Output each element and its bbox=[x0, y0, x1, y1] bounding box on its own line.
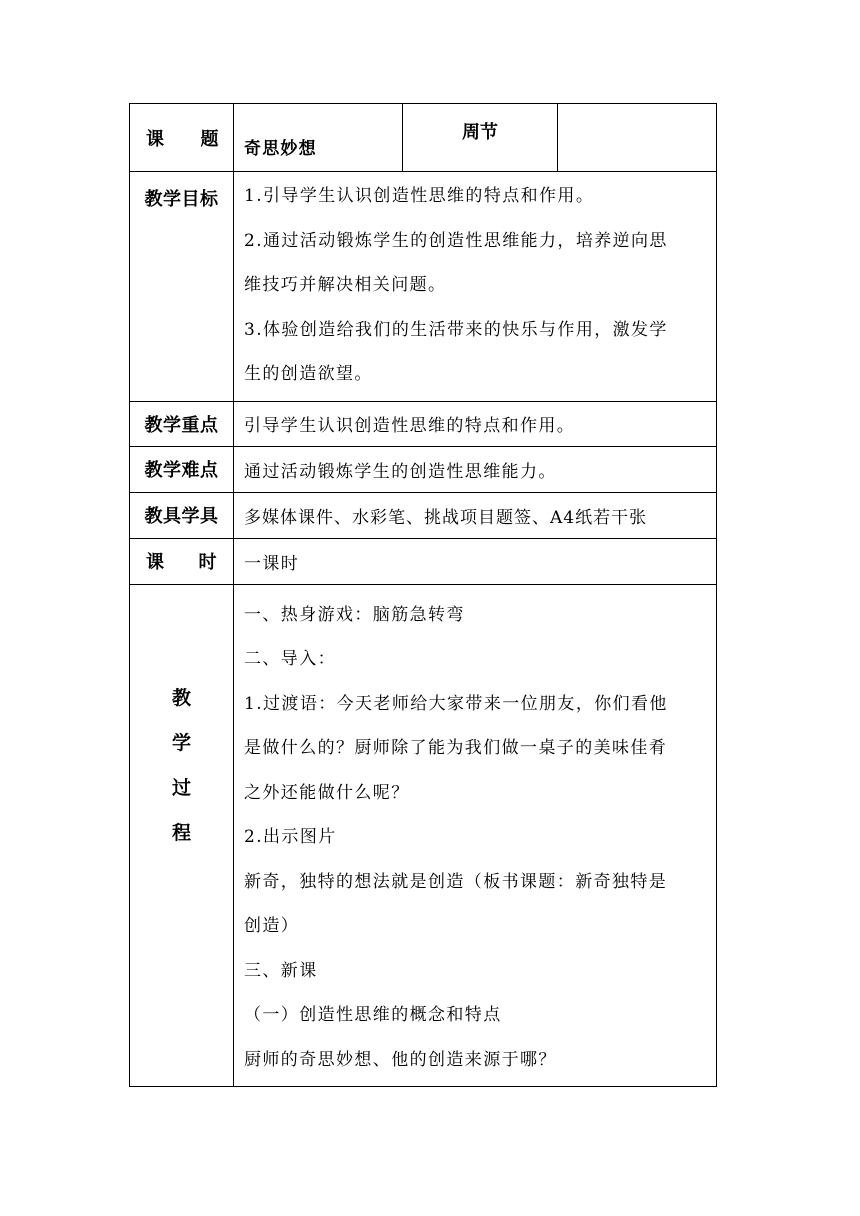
process-label-char: 教 bbox=[171, 686, 191, 709]
key-point-value: 引导学生认识创造性思维的特点和作用。 bbox=[234, 401, 717, 446]
goal-line: 3.体验创造给我们的生活带来的快乐与作用，激发学 bbox=[244, 319, 668, 340]
lesson-title: 奇思妙想 bbox=[234, 104, 403, 172]
process-line: 二、导入： bbox=[244, 649, 336, 669]
difficulty-row bbox=[130, 446, 717, 492]
process-line: 是做什么的？厨师除了能为我们做一桌子的美味佳肴 bbox=[244, 738, 668, 758]
title-row bbox=[130, 104, 717, 172]
period-value: 一课时 bbox=[234, 538, 717, 584]
process-line: 1.过渡语：今天老师给大家带来一位朋友，你们看他 bbox=[244, 693, 668, 714]
period-label-cell bbox=[130, 538, 234, 584]
difficulty-value: 通过活动锻炼学生的创造性思维能力。 bbox=[234, 446, 717, 492]
period-row bbox=[130, 538, 717, 584]
title-label-cell bbox=[130, 104, 234, 172]
period-label-a: 课 bbox=[146, 552, 165, 573]
process-line: 之外还能做什么呢？ bbox=[244, 782, 410, 803]
goal-line: 1.引导学生认识创造性思维的特点和作用。 bbox=[244, 186, 595, 206]
process-row bbox=[130, 584, 717, 1087]
goals-row bbox=[130, 172, 717, 402]
process-content bbox=[234, 584, 717, 1087]
goal-line: 维技巧并解决相关问题。 bbox=[244, 275, 447, 295]
key-point-label: 教学重点 bbox=[130, 401, 234, 446]
process-line: 2.出示图片 bbox=[244, 827, 337, 847]
goal-line: 2.通过活动锻炼学生的创造性思维能力，培养逆向思 bbox=[244, 230, 668, 251]
process-line: 一、热身游戏：脑筋急转弯 bbox=[244, 604, 465, 625]
difficulty-label: 教学难点 bbox=[130, 446, 234, 492]
goal-line: 生的创造欲望。 bbox=[244, 364, 373, 384]
process-line: 厨师的奇思妙想、他的创造来源于哪？ bbox=[244, 1049, 557, 1070]
tools-value: 多媒体课件、水彩笔、挑战项目题签、A4纸若干张 bbox=[234, 492, 717, 538]
process-label bbox=[130, 584, 234, 1087]
week-value bbox=[558, 104, 717, 172]
process-label-char: 程 bbox=[171, 821, 191, 844]
lesson-plan-table bbox=[129, 103, 717, 1087]
process-label-char: 学 bbox=[171, 731, 191, 754]
tools-row bbox=[130, 492, 717, 538]
process-line: （一）创造性思维的概念和特点 bbox=[244, 1005, 502, 1025]
title-label-b: 题 bbox=[200, 128, 219, 150]
process-line: 新奇，独特的想法就是创造（板书课题：新奇独特是 bbox=[244, 871, 668, 892]
process-label-char: 过 bbox=[171, 776, 191, 799]
process-line: 三、新课 bbox=[244, 960, 318, 981]
period-label-b: 时 bbox=[198, 552, 217, 573]
key-point-row bbox=[130, 401, 717, 446]
goals-content bbox=[234, 172, 717, 402]
process-line: 创造） bbox=[244, 916, 300, 936]
goals-label: 教学目标 bbox=[130, 172, 234, 402]
week-label: 周节 bbox=[403, 104, 558, 172]
title-label-a: 课 bbox=[146, 128, 165, 150]
tools-label: 教具学具 bbox=[130, 492, 234, 538]
